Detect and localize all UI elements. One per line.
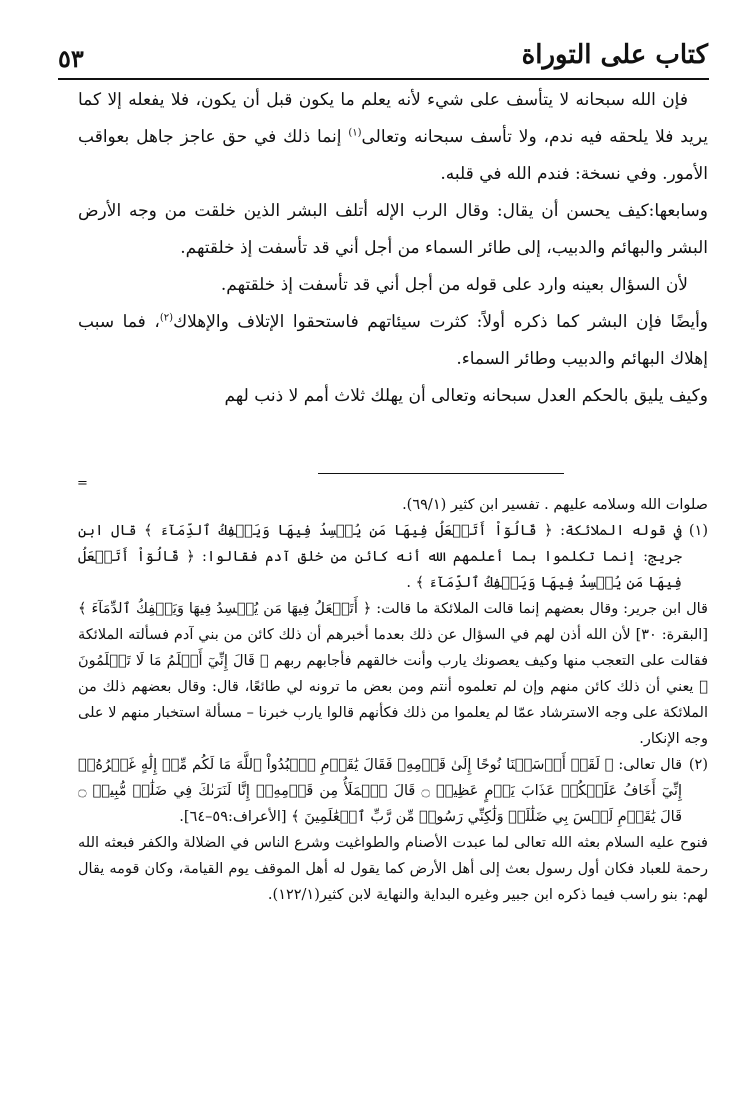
footnote-1-number: (١) [688, 523, 708, 539]
paragraph-1: فإن الله سبحانه لا يتأسف على شيء لأنه يعلم ما يكون قبل أن يكون، فلا يفعله إلا كما يريد فلا يلحقه فيه ندم، ولا تأسف سبحانه وتعالى$^{(١)}$ إنما ذلك في حق عاجز جاهل بعواقب الأمور. وفي نسخة: فندم الله في قلبه. [78, 90, 708, 184]
main-text-body [78, 82, 708, 415]
paragraph-2: وسابعها:كيف يحسن أن يقال: وقال الرب الإله أتلف البشر الذين خلقت من وجه الأرض البشر والبهائم والدبيب، إلى طائر السماء من أجل أني قد تأسفت إذ خلقتهم. [78, 201, 708, 258]
footnote-2-continued: فنوح عليه السلام بعثه الله تعالى لما عبدت الأصنام والطواغيت وشرع الناس في الضلالة والكفر فبعثه الله رحمة للعباد فكان أول رسول بعث إلى أهل الأرض كما يقول له أهل الموقف يوم القيامة، وكان قومه يقال لهم: بنو راسب فيما ذكره ابن جبير وغيره البداية والنهاية لابن كثير(١٢٢/١). [78, 835, 708, 903]
footnote-1: (١) في قوله الملائكة: ﴿ قَالُوٓاْ أَتَجۡعَلُ فِيهَا مَن يُفۡسِدُ فِيهَا وَيَسۡفِكُ ٱلدِّمَآءَ ﴾ قال ابن جريج: إنما تكلموا بما أعلمهم الله أنه كائن من خلق آدم فقالوا: ﴿ قَالُوٓاْ أَتَجۡعَلُ فِيهَا مَن يُفۡسِدُ فِيهَا وَيَسۡفِكُ ٱلدِّمَآءَ ﴾ . [78, 518, 708, 596]
footnote-ref-2: (٢) [159, 312, 174, 324]
running-title: كتاب على التوراة [521, 40, 708, 70]
paragraph-5: وكيف يليق بالحكم العدل سبحانه وتعالى أن يهلك ثلاث أمم لا ذنب لهم [224, 386, 708, 406]
footnote-ref-1: (١) [348, 127, 362, 139]
page-number: ٥٣ [58, 44, 84, 73]
footnote-continuation: صلوات الله وسلامه عليهم . تفسير ابن كثير (٦٩/١). [402, 497, 708, 513]
header-divider [58, 78, 709, 80]
footnote-2-number: (٢) [688, 757, 708, 773]
footnotes-section [78, 492, 708, 908]
paragraph-4: وأيضًا فإن البشر كما ذكره أولاً: كثرت سيئاتهم فاستحقوا الإتلاف والإهلاك$^{(٢)}$، فما سبب إهلاك البهائم والدبيب وطائر السماء. [78, 312, 708, 369]
page-header [58, 40, 708, 76]
footnote-2: (٢) قال تعالى: ﴿ لَقَدۡ أَرۡسَلۡنَا نُوحًا إِلَىٰ قَوۡمِهِۦ فَقَالَ يَٰقَوۡمِ ٱعۡبُدُواْ ٱللَّهَ مَا لَكُم مِّنۡ إِلَٰهٍ غَيۡرُهُۥٓ إِنِّيٓ أَخَافُ عَلَيۡكُمۡ عَذَابَ يَوۡمٍ عَظِيمٖ ۝ قَالَ ٱلۡمَلَأُ مِن قَوۡمِهِۦٓ إِنَّا لَنَرَىٰكَ فِي ضَلَٰلٖ مُّبِينٖ ۝ قَالَ يَٰقَوۡمِ لَيۡسَ بِي ضَلَٰلَةٞ وَلَٰكِنِّي رَسُولٞ مِّن رَّبِّ ٱلۡعَٰلَمِينَ ﴾ [الأعراف:٥٩–٦٤]. [78, 752, 708, 830]
footnote-divider [318, 473, 564, 474]
continuation-mark: = [77, 476, 88, 491]
paragraph-3: لأن السؤال بعينه وارد على قوله من أجل أني قد تأسفت إذ خلقتهم. [220, 275, 688, 295]
footnote-1-continued: قال ابن جرير: وقال بعضهم إنما قالت الملائكة ما قالت: ﴿ أَتَجۡعَلُ فِيهَا مَن يُفۡسِدُ فِيهَا وَيَسۡفِكُ ٱلدِّمَآءَ ﴾ [البقرة: ٣٠] لأن الله أذن لهم في السؤال عن ذلك بعدما أخبرهم أن ذلك كائن من بني آدم فسألته الملائكة فقالت على التعجب منها وكيف يعصونك يارب وأنت خالقهم فأجابهم ربهم ﴿ قَالَ إِنِّيٓ أَعۡلَمُ مَا لَا تَعۡلَمُونَ ﴾ يعني أن ذلك كائن منهم وإن لم تعلموه أنتم ومن بعض ما ترونه لي طائعًا، قال: وقال بعضهم ذلك من الملائكة على وجه الاسترشاد عمّا لم يعلموا من ذلك فكأنهم قالوا يارب خبرنا – مسألة استخبار منهم لا على وجه الإنكار. [78, 601, 708, 747]
